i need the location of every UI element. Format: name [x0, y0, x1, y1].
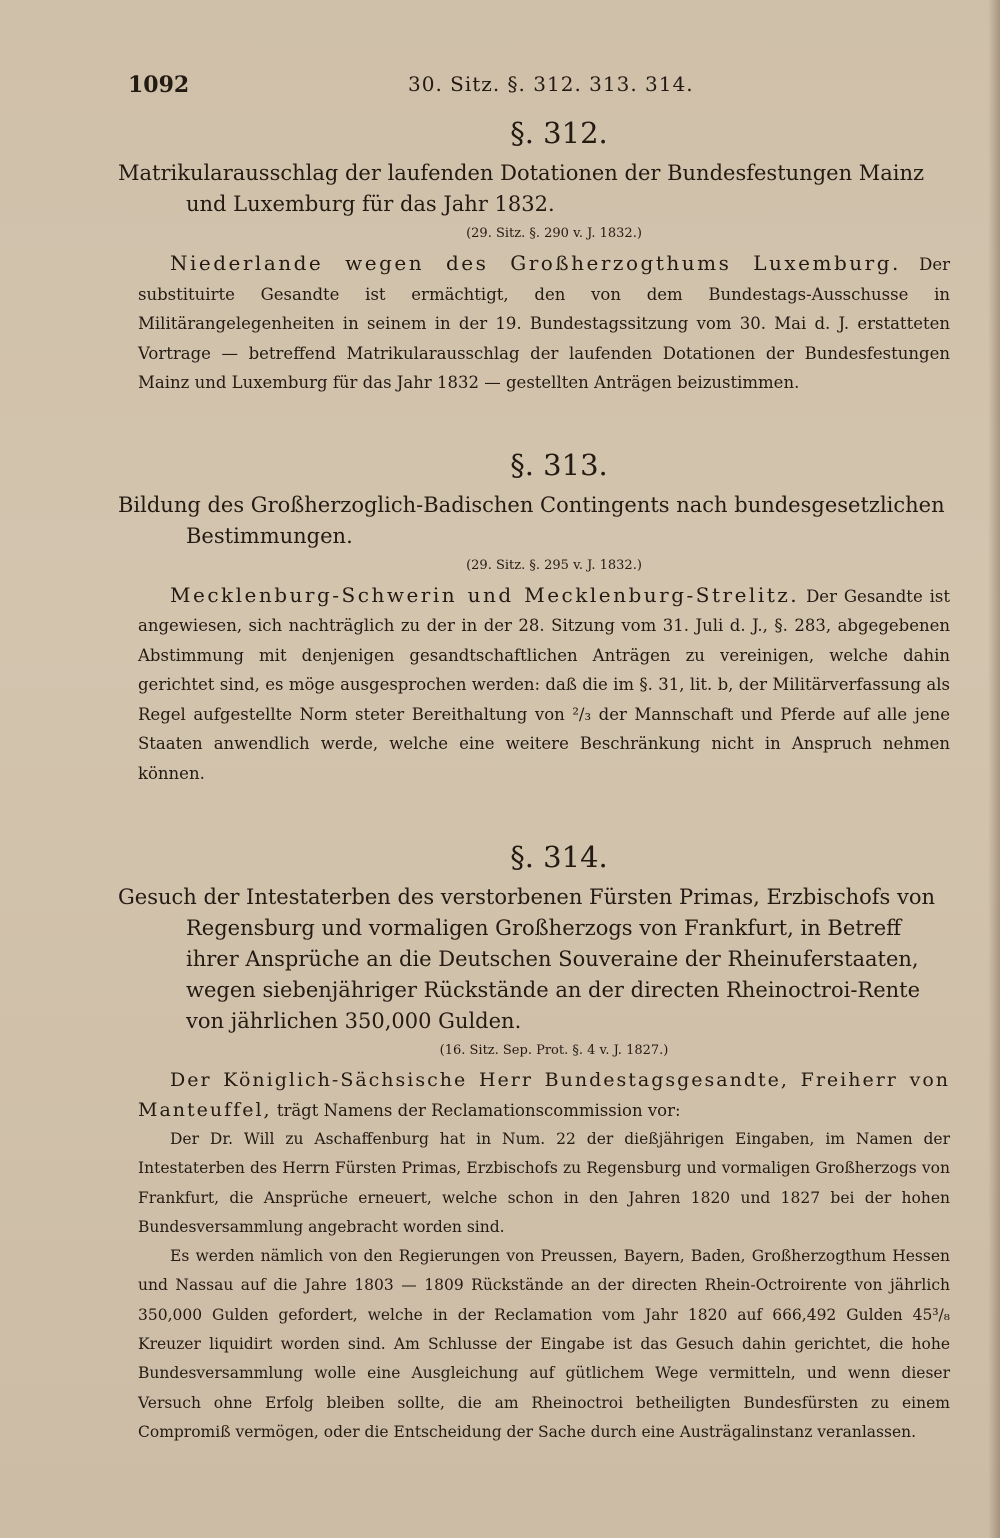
section-body	[128, 249, 950, 398]
section-312	[118, 116, 950, 398]
paragraph: Der Dr. Will zu Aschaffenburg hat in Num. 22 der dießjährigen Eingaben, im Namen der Intestaterben des Herrn Fürsten Primas, Erzbischofs zu Regensburg und vormaligen Großherzogs von Frankfurt, die Ansprüche erneuert, welche schon in den Jahren 1820 und 1827 bei der hohen Bundesversammlung angebracht worden sind.	[138, 1130, 950, 1236]
paragraph: Es werden nämlich von den Regierungen von Preussen, Bayern, Baden, Großherzogthum Hessen und Nassau auf die Jahre 1803 — 1809 Rückstände an der directen Rhein-Octroirente von jährlich 350,000 Gulden gefordert, welche in der Reclamation vom Jahr 1820 auf 666,492 Gulden 45³/₈ Kreuzer liquidirt worden sind. Am Schlusse der Eingabe ist das Gesuch dahin gerichtet, die hohe Bundesversammlung wolle eine Ausgleichung auf gütlichem Wege vermitteln, und wenn dieser Versuch ohne Erfolg bleiben sollte, die am Rheinoctroi betheiligten Bundesfürsten zu einem Compromiß vermögen, oder die Entscheidung der Sache durch eine Austrägalinstanz veranlassen.	[138, 1247, 950, 1441]
running-head-text: 30. Sitz. §. 312. 313. 314.	[408, 72, 694, 96]
body-text: trägt Namens der Reclamationscommission vor:	[276, 1100, 681, 1120]
section-citation: (29. Sitz. §. 295 v. J. 1832.)	[466, 557, 642, 573]
page-number: 1092	[128, 72, 190, 98]
speaker: Der Königlich-Sächsische Herr Bundestagsgesandte, Freiherr von Manteuffel,	[138, 1069, 950, 1121]
section-title: Bildung des Großherzoglich-Badischen Contingents nach bundesgesetzlichen Bestimmungen.	[118, 492, 945, 548]
section-314	[118, 840, 950, 1447]
speaker: Niederlande wegen des Großherzogthums Luxemburg.	[170, 251, 901, 275]
running-head	[128, 60, 950, 100]
section-body	[128, 581, 950, 789]
page-content	[118, 60, 950, 1447]
section-number: §. 312.	[510, 116, 608, 150]
section-313	[118, 447, 950, 789]
body-text: Der substituirte Gesandte ist ermächtigt, den von dem Bundestags-Ausschusse in Militärangelegenheiten in seinem in der 19. Bundestagssitzung vom 30. Mai d. J. erstatteten Vortrage — betreffend Matrikularausschlag der laufenden Dotationen der Bundesfestungen Mainz und Luxemburg für das Jahr 1832 — gestellten Anträgen beizustimmen.	[138, 255, 950, 392]
section-citation: (29. Sitz. §. 290 v. J. 1832.)	[466, 226, 642, 241]
section-number: §. 314.	[510, 840, 608, 874]
section-title: Gesuch der Intestaterben des verstorbenen Fürsten Primas, Erzbischofs von Regensburg und vormaligen Großherzogs von Frankfurt, in Betreff ihrer Ansprüche an die Deutschen Souveraine der Rheinuferstaaten, wegen siebenjähriger Rückstände an der directen Rheinoctroi-Rente von jährlichen 350,000 Gulden.	[118, 885, 936, 1033]
section-citation: (16. Sitz. Sep. Prot. §. 4 v. J. 1827.)	[439, 1043, 669, 1058]
section-title: Matrikularausschlag der laufenden Dotationen der Bundesfestungen Mainz und Luxemburg für das Jahr 1832.	[118, 161, 925, 216]
speaker: Mecklenburg-Schwerin und Mecklenburg-Strelitz.	[170, 582, 800, 607]
section-number: §. 313.	[510, 447, 608, 482]
body-text: Der Gesandte ist angewiesen, sich nachträglich zu der in der 28. Sitzung vom 31. Juli d. J., §. 283, abgegebenen Abstimmung mit denjenigen gesandtschaftlichen Anträgen zu vereinigen, welche dahin gerichtet sind, es möge ausgesprochen werden: daß die im §. 31, lit. b, der Militärverfassung als Regel aufgestellte Norm steter Bereithaltung von ²/₃ der Mannschaft und Pferde auf alle jene Staaten anwendlich werde, welche eine weitere Beschränkung nicht in Anspruch nehmen können.	[138, 586, 950, 783]
section-body	[128, 1066, 950, 1125]
page-edge-shadow	[988, 0, 1000, 1538]
